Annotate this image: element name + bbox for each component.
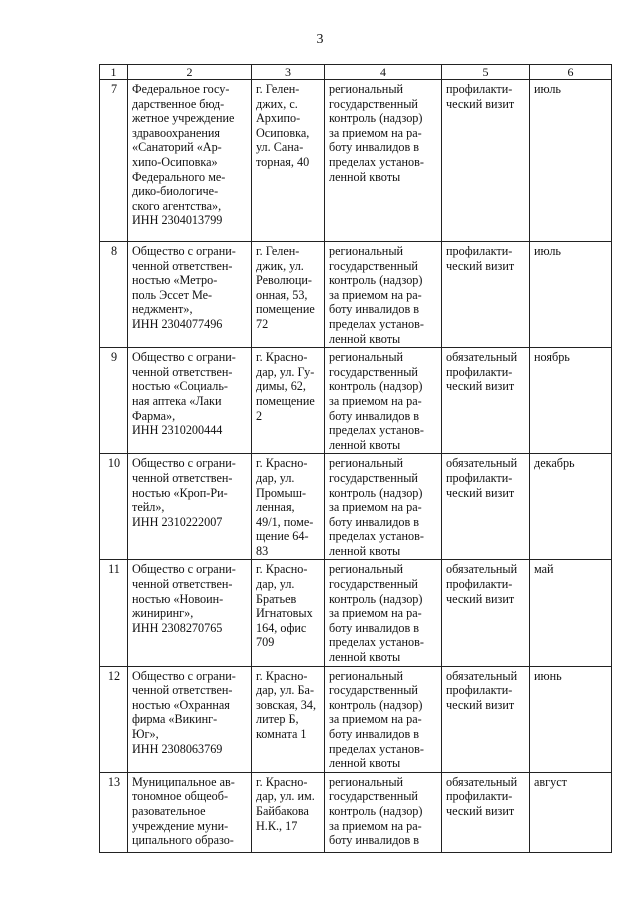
inspection-plan-table [99,64,612,853]
row-number: 8 [100,242,128,348]
event-type-cell: обязательный профилакти- ческий визит [442,772,530,852]
address-cell: г. Гелен- джих, с. Архипо- Осиповка, ул. Сана- торная, 40 [252,80,325,242]
event-type-cell: профилакти- ческий визит [442,80,530,242]
event-type-cell: обязательный профилакти- ческий визит [442,666,530,772]
organization-cell: Общество с ограни- ченной ответствен- ностью «Новоин- жиниринг», ИНН 2308270765 [128,560,252,666]
control-type-cell: региональный государственный контроль (надзор) за приемом на ра- боту инвалидов в пределах установ- ленной квоты [325,348,442,454]
row-number: 12 [100,666,128,772]
address-cell: г. Красно- дар, ул. Гу- димы, 62, помещение 2 [252,348,325,454]
control-type-cell: региональный государственный контроль (надзор) за приемом на ра- боту инвалидов в пределах установ- ленной квоты [325,560,442,666]
header-cell-2: 2 [128,65,252,80]
control-type-cell: региональный государственный контроль (надзор) за приемом на ра- боту инвалидов в пределах установ- ленной квоты [325,242,442,348]
table-row [100,242,612,348]
row-number: 7 [100,80,128,242]
address-cell: г. Красно- дар, ул. Промыш- ленная, 49/1, поме- щение 64- 83 [252,454,325,560]
control-type-cell: региональный государственный контроль (надзор) за приемом на ра- боту инвалидов в [325,772,442,852]
organization-cell: Общество с ограни- ченной ответствен- ностью «Метро- поль Эссет Ме- неджмент», ИНН 2304077496 [128,242,252,348]
table-row [100,80,612,242]
address-cell: г. Красно- дар, ул. им. Байбакова Н.К., 17 [252,772,325,852]
header-cell-3: 3 [252,65,325,80]
row-number: 11 [100,560,128,666]
table-row [100,348,612,454]
organization-cell: Федеральное госу- дарственное бюд- жетное учреждение здравоохранения «Санаторий «Ар- хипо-Осиповка» Федерального ме- дико-биологиче- ского агентства», ИНН 2304013799 [128,80,252,242]
event-type-cell: обязательный профилакти- ческий визит [442,348,530,454]
event-type-cell: профилакти- ческий визит [442,242,530,348]
organization-cell: Общество с ограни- ченной ответствен- ностью «Охранная фирма «Викинг- Юг», ИНН 2308063769 [128,666,252,772]
table-row [100,772,612,852]
organization-cell: Общество с ограни- ченной ответствен- ностью «Кроп-Ри- тейл», ИНН 2310222007 [128,454,252,560]
header-row [100,65,612,80]
month-cell: ноябрь [530,348,612,454]
control-type-cell: региональный государственный контроль (надзор) за приемом на ра- боту инвалидов в пределах установ- ленной квоты [325,454,442,560]
month-cell: май [530,560,612,666]
row-number: 13 [100,772,128,852]
event-type-cell: обязательный профилакти- ческий визит [442,454,530,560]
month-cell: декабрь [530,454,612,560]
organization-cell: Общество с ограни- ченной ответствен- ностью «Социаль- ная аптека «Лаки Фарма», ИНН 2310200444 [128,348,252,454]
row-number: 10 [100,454,128,560]
control-type-cell: региональный государственный контроль (надзор) за приемом на ра- боту инвалидов в пределах установ- ленной квоты [325,80,442,242]
page-number: 3 [316,32,324,47]
table-row [100,560,612,666]
header-cell-4: 4 [325,65,442,80]
address-cell: г. Красно- дар, ул. Ба- зовская, 34, литер Б, комната 1 [252,666,325,772]
month-cell: июнь [530,666,612,772]
control-type-cell: региональный государственный контроль (надзор) за приемом на ра- боту инвалидов в пределах установ- ленной квоты [325,666,442,772]
header-cell-1: 1 [100,65,128,80]
header-cell-5: 5 [442,65,530,80]
table-row [100,666,612,772]
month-cell: июль [530,242,612,348]
row-number: 9 [100,348,128,454]
event-type-cell: обязательный профилакти- ческий визит [442,560,530,666]
address-cell: г. Гелен- джик, ул. Революци- онная, 53, помещение 72 [252,242,325,348]
month-cell: август [530,772,612,852]
address-cell: г. Красно- дар, ул. Братьев Игнатовых 164, офис 709 [252,560,325,666]
table-row [100,454,612,560]
organization-cell: Муниципальное ав- тономное общеоб- разовательное учреждение муни- ципального образо- [128,772,252,852]
header-cell-6: 6 [530,65,612,80]
month-cell: июль [530,80,612,242]
